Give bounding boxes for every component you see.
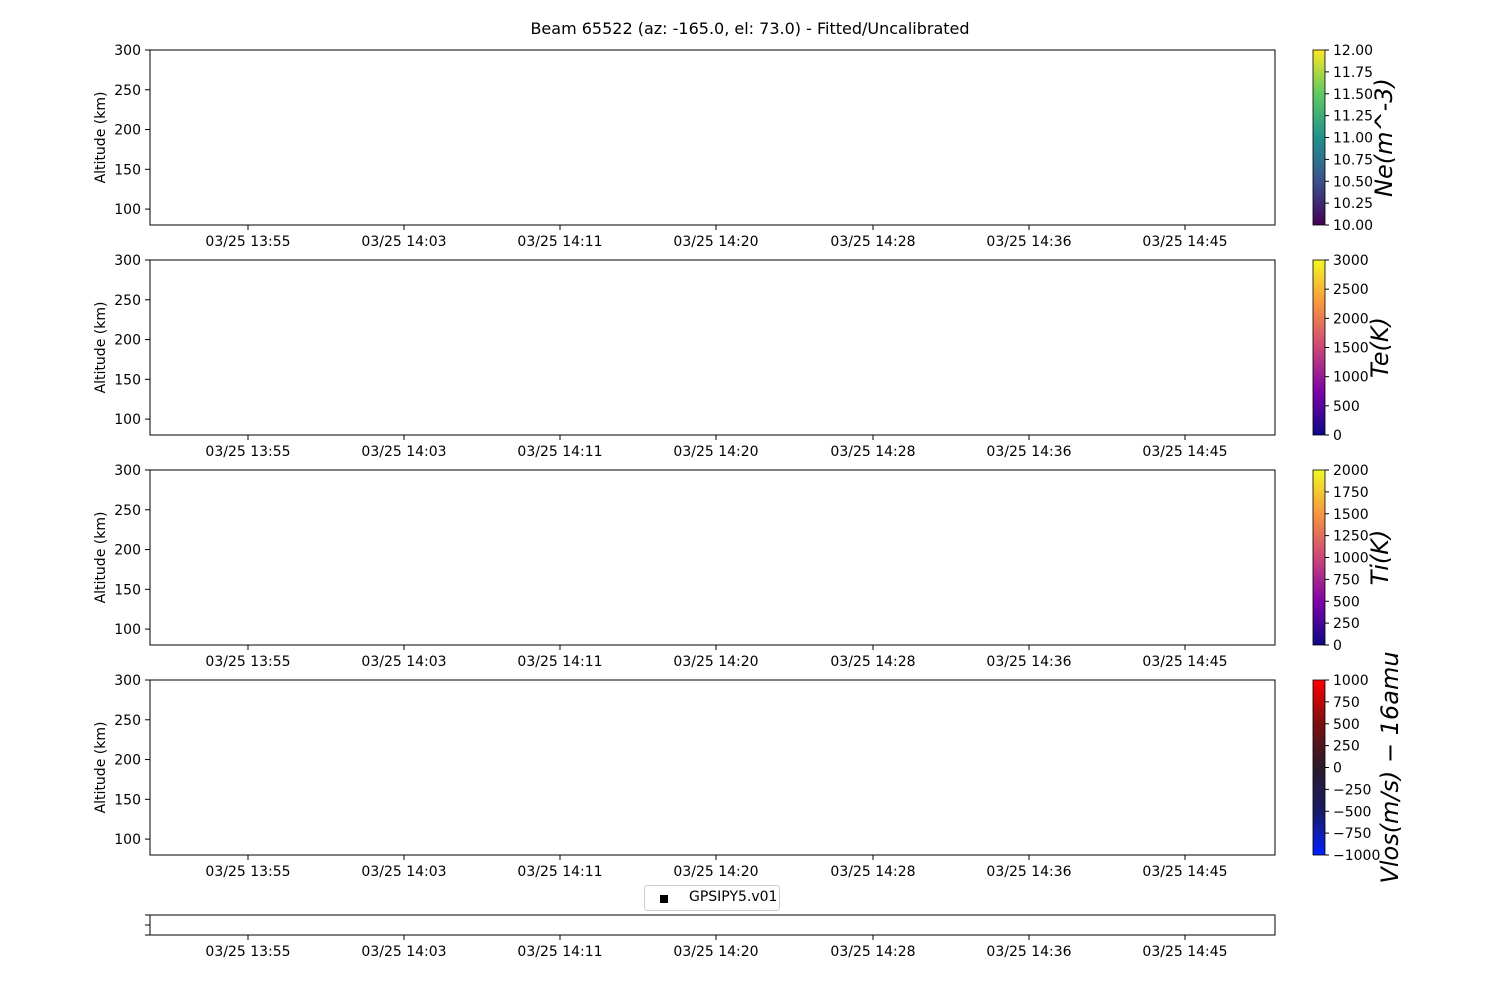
- x-tick-label: 03/25 14:45: [1142, 864, 1228, 880]
- x-tick-label: 03/25 14:36: [986, 654, 1072, 670]
- colorbar-tick-label: −250: [1333, 782, 1372, 799]
- colorbar-tick-label: 1500: [1333, 340, 1369, 357]
- colorbar-2: [1313, 260, 1325, 435]
- y-tick-label: 150: [114, 792, 141, 809]
- x-tick-label: 03/25 14:36: [986, 864, 1072, 880]
- x-tick-label: 03/25 14:03: [361, 864, 447, 880]
- colorbar-label: Vlos(m/s) − 16amu: [1376, 651, 1404, 884]
- plot-area-4: [150, 680, 1275, 855]
- colorbar-tick-label: 2000: [1333, 311, 1369, 328]
- x-tick-label: 03/25 13:55: [205, 944, 291, 960]
- y-tick-label: 250: [114, 82, 141, 99]
- y-axis-label: Altitude (km): [93, 511, 109, 604]
- y-axis-label: Altitude (km): [93, 301, 109, 394]
- plot-area-3: [150, 470, 1275, 645]
- y-tick-label: 300: [114, 463, 141, 479]
- y-tick-label: 300: [114, 673, 141, 689]
- x-tick-label: 03/25 14:20: [673, 864, 759, 880]
- colorbar-tick-label: 750: [1333, 572, 1360, 589]
- x-tick-label: 03/25 14:20: [673, 944, 759, 960]
- colorbar-tick-label: 1000: [1333, 369, 1369, 386]
- y-tick-label: 300: [114, 43, 141, 59]
- x-tick-label: 03/25 13:55: [205, 654, 291, 670]
- x-tick-label: 03/25 14:36: [986, 444, 1072, 460]
- x-tick-label: 03/25 14:11: [517, 234, 603, 250]
- colorbar-tick-label: 500: [1333, 716, 1360, 733]
- x-tick-label: 03/25 14:45: [1142, 654, 1228, 670]
- x-tick-label: 03/25 14:11: [517, 864, 603, 880]
- x-tick-label: 03/25 14:20: [673, 444, 759, 460]
- legend-marker-square-icon: [660, 895, 668, 903]
- x-tick-label: 03/25 14:03: [361, 654, 447, 670]
- colorbar-tick-label: 3000: [1333, 253, 1369, 269]
- colorbar-tick-label: 500: [1333, 398, 1360, 415]
- colorbar-tick-label: 10.50: [1333, 174, 1374, 191]
- y-tick-label: 250: [114, 292, 141, 309]
- x-tick-label: 03/25 14:45: [1142, 944, 1228, 960]
- x-tick-label: 03/25 14:36: [986, 234, 1072, 250]
- colorbar-1: [1313, 50, 1325, 225]
- colorbar-tick-label: −1000: [1333, 848, 1381, 864]
- x-tick-label: 03/25 13:55: [205, 864, 291, 880]
- y-tick-label: 150: [114, 162, 141, 179]
- colorbar-label: Ti(K): [1366, 529, 1394, 586]
- colorbar-tick-label: 250: [1333, 616, 1360, 633]
- colorbar-tick-label: 500: [1333, 594, 1360, 611]
- x-tick-label: 03/25 14:03: [361, 944, 447, 960]
- x-tick-label: 03/25 14:20: [673, 654, 759, 670]
- x-tick-label: 03/25 14:45: [1142, 444, 1228, 460]
- colorbar-label: Ne(m^-3): [1370, 78, 1398, 197]
- y-axis-label: Altitude (km): [93, 721, 109, 814]
- colorbar-tick-label: 11.25: [1333, 108, 1374, 125]
- x-tick-label: 03/25 14:11: [517, 944, 603, 960]
- colorbar-tick-label: 11.50: [1333, 86, 1374, 103]
- legend: [644, 885, 780, 911]
- colorbar-tick-label: 10.00: [1333, 218, 1374, 234]
- x-tick-label: 03/25 14:28: [830, 654, 916, 670]
- y-tick-label: 250: [114, 712, 141, 729]
- plot-area-1: [150, 50, 1275, 225]
- x-tick-label: 03/25 14:03: [361, 444, 447, 460]
- plot-area-2: [150, 260, 1275, 435]
- colorbar-tick-label: 1500: [1333, 506, 1369, 523]
- colorbar-tick-label: 2500: [1333, 282, 1369, 299]
- x-tick-label: 03/25 14:36: [986, 944, 1072, 960]
- y-tick-label: 150: [114, 582, 141, 599]
- x-tick-label: 03/25 14:28: [830, 444, 916, 460]
- y-tick-label: 200: [114, 122, 141, 139]
- y-tick-label: 100: [114, 622, 141, 639]
- colorbar-tick-label: 11.00: [1333, 130, 1374, 147]
- y-tick-label: 200: [114, 752, 141, 769]
- figure-title: Beam 65522 (az: -165.0, el: 73.0) - Fitted/Uncalibrated: [530, 19, 970, 38]
- colorbar-tick-label: 1750: [1333, 484, 1369, 501]
- colorbar-tick-label: 0: [1333, 760, 1342, 777]
- y-tick-label: 250: [114, 502, 141, 519]
- y-tick-label: 150: [114, 372, 141, 389]
- colorbar-tick-label: 10.75: [1333, 152, 1374, 169]
- colorbar-label: Te(K): [1366, 317, 1394, 378]
- x-tick-label: 03/25 14:28: [830, 864, 916, 880]
- colorbar-tick-label: 250: [1333, 738, 1360, 755]
- x-tick-label: 03/25 14:20: [673, 234, 759, 250]
- colorbar-tick-label: 12.00: [1333, 43, 1374, 59]
- x-tick-label: 03/25 14:11: [517, 444, 603, 460]
- colorbar-tick-label: 1000: [1333, 550, 1369, 567]
- colorbar-tick-label: −500: [1333, 804, 1372, 821]
- colorbar-tick-label: 2000: [1333, 463, 1369, 479]
- x-tick-label: 03/25 14:11: [517, 654, 603, 670]
- x-tick-label: 03/25 14:03: [361, 234, 447, 250]
- x-tick-label: 03/25 13:55: [205, 444, 291, 460]
- x-tick-label: 03/25 13:55: [205, 234, 291, 250]
- colorbar-tick-label: 10.25: [1333, 196, 1374, 213]
- colorbar-tick-label: −750: [1333, 826, 1372, 843]
- x-tick-label: 03/25 14:28: [830, 234, 916, 250]
- colorbar-tick-label: 750: [1333, 694, 1360, 711]
- colorbar-4: [1313, 680, 1325, 855]
- colorbar-tick-label: 0: [1333, 638, 1342, 654]
- legend-label: GPSIPY5.v01: [689, 889, 778, 905]
- plot-area-5: [150, 915, 1275, 935]
- colorbar-tick-label: 0: [1333, 428, 1342, 444]
- y-tick-label: 300: [114, 253, 141, 269]
- y-axis-label: Altitude (km): [93, 91, 109, 184]
- y-tick-label: 100: [114, 832, 141, 849]
- colorbar-3: [1313, 470, 1325, 645]
- y-tick-label: 100: [114, 412, 141, 429]
- y-tick-label: 200: [114, 332, 141, 349]
- y-tick-label: 100: [114, 202, 141, 219]
- colorbar-tick-label: 1250: [1333, 528, 1369, 545]
- colorbar-tick-label: 11.75: [1333, 64, 1374, 81]
- x-tick-label: 03/25 14:28: [830, 944, 916, 960]
- colorbar-tick-label: 1000: [1333, 673, 1369, 689]
- x-tick-label: 03/25 14:45: [1142, 234, 1228, 250]
- y-tick-label: 200: [114, 542, 141, 559]
